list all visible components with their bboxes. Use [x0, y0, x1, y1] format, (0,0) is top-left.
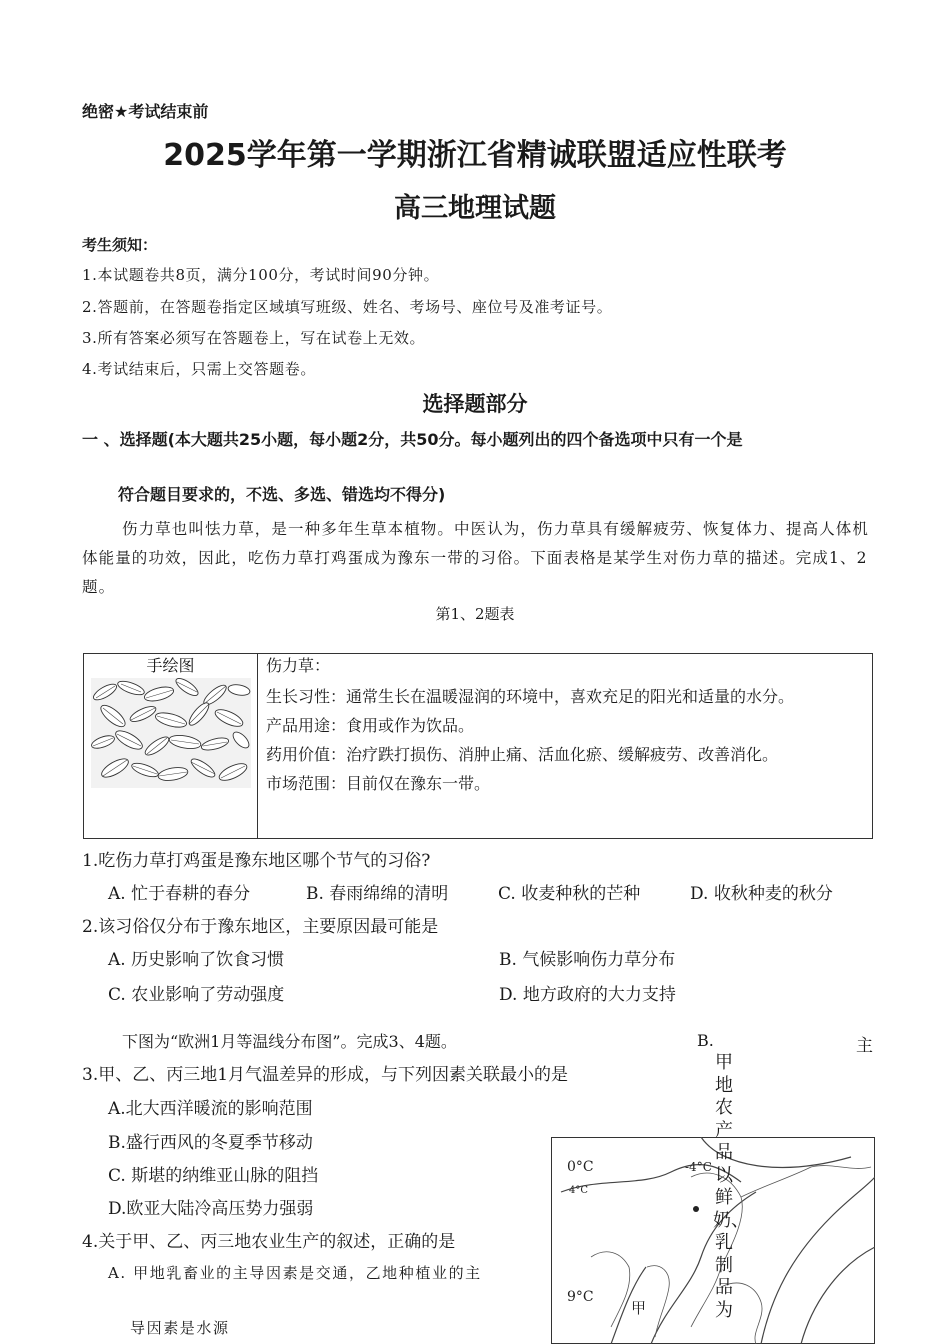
notice-heading: 考生须知： — [82, 236, 158, 254]
isotherm-label: 9°C — [567, 1289, 594, 1305]
q2-option-d: D. 地方政府的大力支持 — [499, 985, 676, 1005]
notice-item: 3.所有答案必须写在答题卷上，写在试卷上无效。 — [82, 329, 426, 347]
passage-q1-q2: 伤力草也叫怯力草，是一种多年生草本植物。中医认为，伤力草具有缓解疲劳、恢复体力、提高人体机体能量的功效，因此，吃伤力草打鸡蛋成为豫东一带的习俗。下面表格是某学生对伤力草的描述。完成1、2题。 — [82, 520, 870, 596]
question-2-stem: 2.该习俗仅分布于豫东地区，主要原因最可能是 — [82, 917, 439, 937]
notice-item: 2.答题前，在答题卷指定区域填写班级、姓名、考场号、座位号及准考证号。 — [82, 298, 613, 316]
isotherm-label: -4°C — [685, 1160, 712, 1174]
exam-title: 2025学年第一学期浙江省精诚联盟适应性联考 — [163, 138, 787, 173]
question-4-stem: 4.关于甲、乙、丙三地农业生产的叙述，正确的是 — [82, 1232, 456, 1252]
side-vertical-text: 甲地农产品以鲜奶、乳制品为 — [713, 1052, 749, 1321]
table-line: 伤力草： — [266, 656, 331, 675]
isotherm-label: 4°C — [569, 1185, 589, 1196]
description-cell — [258, 654, 873, 839]
side-b-label: B. — [697, 1031, 714, 1050]
section-instruction: 一 、选择题(本大题共25小题，每小题2分，共50分。每小题列出的四个备选项中只有一个是 — [82, 430, 743, 449]
sketch-cell — [84, 654, 258, 839]
notice-item: 4.考试结束后，只需上交答题卷。 — [82, 360, 316, 378]
place-label-jia: 甲 — [631, 1299, 647, 1317]
notice-item: 1.本试题卷共8页，满分100分，考试时间90分钟。 — [82, 266, 440, 284]
q4-option-a: A. 甲地乳畜业的主导因素是交通，乙地种植业的主 — [108, 1264, 482, 1282]
question-1-stem: 1.吃伤力草打鸡蛋是豫东地区哪个节气的习俗? — [82, 851, 431, 871]
section-title: 选择题部分 — [422, 392, 528, 416]
side-zhu-char: 主 — [856, 1036, 873, 1056]
q3-option-b: B.盛行西风的冬夏季节移动 — [108, 1133, 313, 1153]
plant-sketch-image — [91, 678, 251, 788]
sketch-label: 手绘图 — [146, 656, 195, 675]
section-instruction-cont: 符合题目要求的，不选、多选、错选均不得分) — [118, 485, 446, 504]
herb-info-table — [83, 653, 873, 839]
q1-option-b: B. 春雨绵绵的清明 — [306, 884, 449, 904]
table-caption: 第1、2题表 — [435, 605, 515, 623]
table-line: 市场范围：目前仅在豫东一带。 — [266, 774, 491, 793]
confidential-label: 绝密★考试结束前 — [82, 102, 209, 121]
isotherm-label: 0°C — [567, 1159, 594, 1175]
q1-option-c: C. 收麦种秋的芒种 — [498, 884, 641, 904]
q2-option-a: A. 历史影响了饮食习惯 — [108, 950, 285, 970]
q4-option-a-cont: 导因素是水源 — [130, 1319, 230, 1337]
q1-option-a: A. 忙于春耕的春分 — [108, 884, 251, 904]
table-line: 药用价值：治疗跌打损伤、消肿止痛、活血化瘀、缓解疲劳、改善消化。 — [266, 745, 779, 764]
q2-option-c: C. 农业影响了劳动强度 — [108, 985, 285, 1005]
q1-option-d: D. 收秋种麦的秋分 — [690, 884, 833, 904]
q2-option-b: B. 气候影响伤力草分布 — [499, 950, 676, 970]
q3-option-c: C. 斯堪的纳维亚山脉的阻挡 — [108, 1166, 319, 1186]
q3-option-d: D.欧亚大陆冷高压势力强弱 — [108, 1199, 314, 1219]
map-point — [693, 1206, 699, 1212]
table-line: 产品用途：食用或作为饮品。 — [266, 716, 475, 735]
exam-subtitle: 高三地理试题 — [394, 193, 556, 224]
question-3-stem: 3.甲、乙、丙三地1月气温差异的形成，与下列因素关联最小的是 — [82, 1065, 569, 1085]
q3-option-a: A.北大西洋暖流的影响范围 — [108, 1099, 313, 1119]
table-line: 生长习性：通常生长在温暖湿润的环境中，喜欢充足的阳光和适量的水分。 — [266, 687, 795, 706]
passage-q3-q4: 下图为“欧洲1月等温线分布图”。完成3、4题。 — [122, 1032, 457, 1051]
